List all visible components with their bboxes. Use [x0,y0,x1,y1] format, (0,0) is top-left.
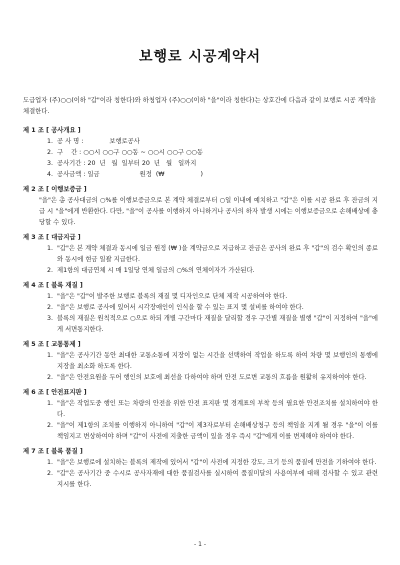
document-title: 보행로 시공계약서 [138,49,262,65]
article-item: 1. "을"은 작업도중 행인 또는 차량의 안전을 위한 안전 표지판 몇 경계표의 부착 등의 필요한 안전조치를 설치하여야 한다. [47,400,378,418]
article-item: 4. 공사금액 : 일금 원정 (₩ ) [47,171,203,178]
article-title: 제 7 조 [ 블록 품질 ] [23,448,83,455]
article-title: 제 6 조 [ 안전표지판 ] [23,389,87,396]
article-item: 2. "을"이 제1항의 조치를 이행하지 아니하여 "갑"이 제3자로부터 손해배상청구 등의 책임을 지게 될 경우 "을"이 이를 책임지고 변상하여야 하며 "갑"이 사전에 지출한 금액이 있을 경우 즉시 "갑"에게 이를 변제해야 하여야 한다. [47,422,378,440]
article-4 [23,280,378,335]
article-paragraph: "을"은 총 공사대금의 ○%를 이행보증금으로 본 계약 체결로부터 ○일 이내에 예치하고 "갑"은 이를 시공 완료 후 잔금의 지급 시 "을"에게 반환한다. 다만, "을"이 공사를 이행하지 아니하거나 공사의 하자 발생 시에는 이행보증금으로 손해배상에 충당할 수 있다. [39,197,378,226]
article-item: 2. "을"은 보행로 공사에 있어서 시각장애인이 인식을 할 수 있는 표지 몇 설비를 하여야 한다. [47,304,304,311]
article-item: 1. 공 사 명 : 보행로공사 [47,138,140,145]
article-6 [23,387,378,442]
intro-paragraph: 도급업자 (주)○○(이하 "갑"이라 칭한다)와 하청업자 (주)○○(이하 "을"이라 칭한다)는 상호간에 다음과 같이 보행로 시공 계약을 체결한다. [23,97,376,115]
article-title: 제 5 조 [ 교통통제 ] [23,341,81,348]
article-item: 1. "을"은 "갑"이 발주한 보행로 블록의 재질 몇 디자인으로 단체 제작 시공하여야 한다. [47,293,288,300]
article-item: 2. "을"은 안전요원을 두어 행인의 보호에 최선을 다하여야 하며 안전 도로변 교통의 흐름을 원활히 유지하여야 한다. [47,374,367,381]
article-item: 2. 제1항의 대금연체 시 매 1일당 연체 일금의 ○%의 연체이자가 가산된다. [47,267,255,274]
document-body [23,95,378,490]
article-title: 제 2 조 [ 이행보증금 ] [23,186,87,193]
page-number: - 1 - [194,541,206,548]
article-item: 3. 공사기간 : 20 년 월 일부터 20 년 월 일까지 [47,160,197,167]
article-item: 3. 블록의 재질은 원칙적으로 ○으로 하되 개별 구간마다 재질을 달리할 경우 구간별 재질을 별행 "갑"이 지정하여 "을"에게 서면통지한다. [47,315,378,333]
article-item: 2. "갑"은 공사기간 중 수시로 공사자재에 대한 품질검사를 실시하여 품질미달의 사용여부에 대해 검사할 수 있고 관련 지시를 한다. [47,470,378,488]
article-3 [23,232,378,276]
article-item: 1. "을"은 공사기간 동안 최대한 교통소통에 지장이 없는 시간을 선택하여 작업을 하도록 하여 차량 몇 보행인의 통행에 지장을 최소화 하도록 한다. [47,352,378,370]
article-item: 1. "갑"은 본 계약 체결과 동시에 일금 원정 (₩ )을 계약금으로 지급하고 잔금은 공사의 완료 후 "갑"의 검수 확인의 종료와 동시에 현금 일괄 지급한다. [47,245,378,263]
article-7 [23,446,378,490]
article-title: 제 3 조 [ 대금지급 ] [23,234,81,241]
article-item: 1. "을"은 보행로에 설치하는 블록의 제작에 있어서 "갑"이 사전에 지정한 강도, 크기 등의 품질에 만전을 기하여야 한다. [47,459,377,466]
article-5 [23,339,378,383]
article-2 [23,184,378,228]
article-title: 제 4 조 [ 블록 재질 ] [23,282,83,289]
article-1 [23,125,378,180]
article-title: 제 1 조 [ 공사개요 ] [23,127,81,134]
article-item: 2. 구 간 : ○○시 ○○구 ○○동 ~ ○○시 ○○구 ○○동 [47,149,204,156]
